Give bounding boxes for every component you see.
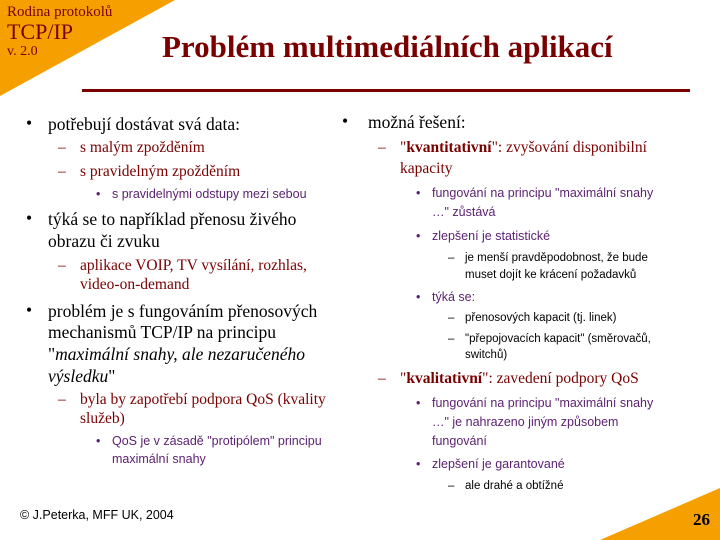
dash-marker: –	[58, 163, 66, 180]
left-subsub-2-line-2: maximální snahy	[112, 452, 206, 466]
bullet-marker: •	[26, 113, 33, 133]
right-subsub-4-line-3: fungování	[432, 434, 487, 448]
dash-marker: –	[378, 139, 386, 156]
right-bullet-1: možná řešení:	[368, 112, 466, 132]
left-subsub-1: s pravidelnými odstupy mezi sebou	[112, 187, 307, 201]
bullet-marker: •	[96, 187, 101, 201]
left-sub-3-line-1: aplikace VOIP, TV vysílání, rozhlas,	[80, 257, 307, 274]
left-bullet-2-line-2: obrazu či zvuku	[48, 231, 160, 251]
right-level4-2: přenosových kapacit (tj. linek)	[465, 312, 617, 324]
dash-marker: –	[448, 252, 455, 264]
page-number: 26	[693, 510, 710, 529]
right-level4-3-line-1: "přepojovacích kapacit" (směrovačů,	[465, 333, 651, 345]
right-subsub-1-line-1: fungování na principu "maximální snahy	[432, 186, 654, 200]
slide-title: Problém multimediálních aplikací	[162, 29, 613, 64]
right-sub-1-line-2: kapacity	[400, 160, 453, 177]
version-label: v. 2.0	[7, 44, 38, 59]
footer-copyright: © J.Peterka, MFF UK, 2004	[20, 508, 174, 522]
bullet-marker: •	[416, 186, 421, 200]
left-sub-1: s malým zpožděním	[80, 139, 205, 156]
right-subsub-5: zlepšení je garantované	[432, 457, 565, 471]
right-subsub-2: zlepšení je statistické	[432, 229, 551, 243]
bullet-marker: •	[26, 300, 33, 320]
bullet-marker: •	[342, 111, 349, 131]
left-bullet-1: potřebují dostávat svá data:	[48, 114, 240, 134]
left-subsub-2-line-1: QoS je v zásadě "protipólem" principu	[112, 434, 322, 448]
left-bullet-3-line-4: výsledku"	[48, 366, 116, 386]
title-underline	[82, 89, 690, 92]
right-level4-3-line-2: switchů)	[465, 349, 508, 361]
left-sub-3-line-2: video-on-demand	[80, 276, 190, 293]
bullet-marker: •	[416, 290, 421, 304]
bullet-marker: •	[416, 396, 421, 410]
right-subsub-4-line-1: fungování na principu "maximální snahy	[432, 396, 654, 410]
bullet-marker: •	[26, 208, 33, 228]
right-level4-1-line-2: muset dojít ke krácení požadavků	[465, 269, 637, 281]
dash-marker: –	[58, 139, 66, 156]
dash-marker: –	[378, 370, 386, 387]
dash-marker: –	[448, 480, 455, 492]
bullet-marker: •	[416, 229, 421, 243]
bullet-marker: •	[416, 457, 421, 471]
right-sub-2: "kvalitativní": zavedení podpory QoS	[400, 370, 639, 387]
series-label: Rodina protokolů	[7, 4, 113, 20]
left-sub-2: s pravidelným zpožděním	[80, 163, 241, 180]
left-sub-4-line-1: byla by zapotřebí podpora QoS (kvality	[80, 391, 326, 408]
right-sub-1-line-1: "kvantitativní": zvyšování disponibilní	[400, 139, 647, 156]
right-subsub-3: týká se:	[432, 290, 476, 304]
right-level4-4: ale drahé a obtížné	[465, 480, 564, 492]
protocol-label: TCP/IP	[7, 19, 74, 44]
right-level4-1-line-1: je menší pravděpodobnost, že bude	[465, 252, 648, 264]
left-bullet-3-line-3: "maximální snahy, ale nezaručeného	[48, 344, 305, 364]
dash-marker: –	[58, 391, 66, 408]
left-sub-4-line-2: služeb)	[80, 410, 125, 427]
right-subsub-1-line-2: …" zůstává	[432, 205, 496, 219]
right-subsub-4-line-2: …" je nahrazeno jiným způsobem	[432, 415, 619, 429]
dash-marker: –	[448, 333, 455, 345]
dash-marker: –	[448, 312, 455, 324]
dash-marker: –	[58, 257, 66, 274]
left-bullet-3-line-2: mechanismů TCP/IP na principu	[48, 322, 276, 342]
left-bullet-3-line-1: problém je s fungováním přenosových	[48, 301, 318, 321]
left-bullet-2-line-1: týká se to například přenosu živého	[48, 209, 297, 229]
bullet-marker: •	[96, 434, 101, 448]
